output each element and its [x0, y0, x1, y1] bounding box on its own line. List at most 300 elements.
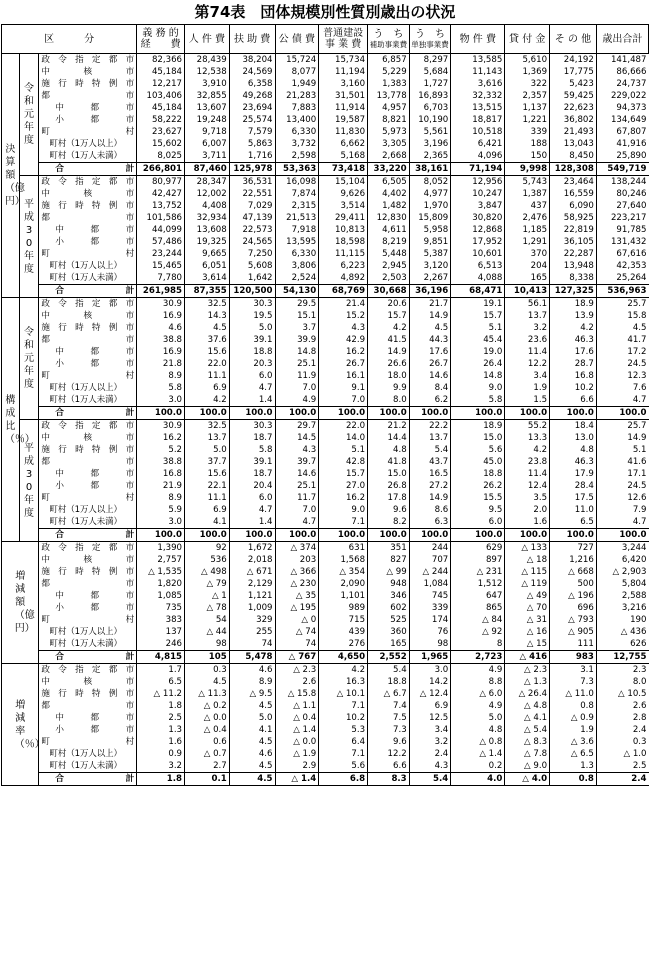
value-cell: 68,471 — [451, 285, 505, 298]
value-cell: △ 133 — [505, 542, 550, 555]
row-label: 中都市 — [39, 468, 137, 480]
value-cell: 54,130 — [275, 285, 319, 298]
table-row — [2, 394, 649, 407]
value-cell: 1,369 — [505, 66, 550, 78]
value-cell: △ 767 — [275, 651, 319, 664]
value-cell: 7.3 — [550, 676, 597, 688]
value-cell: 5,387 — [409, 248, 451, 260]
value-cell: 1,390 — [137, 542, 185, 555]
row-label: 町村（1万人以上） — [39, 382, 137, 394]
value-cell: 6,662 — [319, 138, 368, 150]
value-cell: 948 — [368, 578, 410, 590]
value-cell: △ 8.3 — [505, 736, 550, 748]
value-cell: 6,007 — [185, 138, 230, 150]
value-cell: 41.8 — [368, 456, 410, 468]
value-cell: 1.6 — [505, 516, 550, 529]
value-cell: 11,830 — [319, 126, 368, 138]
year-label: 令和元年度 — [19, 54, 39, 176]
value-cell: 80,977 — [137, 176, 185, 189]
value-cell: 4.3 — [409, 760, 451, 773]
value-cell: 29.7 — [275, 420, 319, 433]
row-label: 町村 — [39, 736, 137, 748]
value-cell: △ 5.4 — [505, 724, 550, 736]
value-cell: 8,219 — [368, 236, 410, 248]
value-cell: 6,090 — [550, 200, 597, 212]
row-label: 町村（1万人以上） — [39, 504, 137, 516]
row-label: 合計 — [39, 285, 137, 298]
value-cell: △ 793 — [550, 614, 597, 626]
value-cell: 22.0 — [185, 358, 230, 370]
value-cell: 100.0 — [137, 529, 185, 542]
value-cell: 7.1 — [319, 516, 368, 529]
value-cell: 865 — [451, 602, 505, 614]
value-cell: 23.8 — [505, 456, 550, 468]
value-cell: △ 354 — [319, 566, 368, 578]
value-cell: 100.0 — [550, 407, 597, 420]
value-cell: 2.4 — [596, 724, 648, 736]
value-cell: 98 — [409, 638, 451, 651]
value-cell: 15,724 — [275, 54, 319, 67]
table-row — [2, 760, 649, 773]
table-row — [2, 614, 649, 626]
value-cell: 0.8 — [550, 700, 597, 712]
value-cell: 2.7 — [185, 760, 230, 773]
value-cell: 2,598 — [275, 150, 319, 163]
value-cell: 13.3 — [505, 432, 550, 444]
row-label: 政令指定都市 — [39, 54, 137, 67]
value-cell: △ 668 — [550, 566, 597, 578]
value-cell: 2.4 — [409, 748, 451, 760]
value-cell: 13,607 — [185, 102, 230, 114]
value-cell: 58,925 — [550, 212, 597, 224]
value-cell: 25,890 — [596, 150, 648, 163]
value-cell: 46.3 — [550, 456, 597, 468]
value-cell: 329 — [229, 614, 275, 626]
value-cell: △ 11.3 — [185, 688, 230, 700]
value-cell: 3,514 — [319, 200, 368, 212]
value-cell: 1.4 — [229, 516, 275, 529]
table-row — [2, 163, 649, 176]
table-row — [2, 432, 649, 444]
value-cell: 12.4 — [505, 480, 550, 492]
row-label: 施行時特例市 — [39, 566, 137, 578]
value-cell: 2.6 — [596, 700, 648, 712]
value-cell: △ 0.9 — [550, 712, 597, 724]
row-label: 小都市 — [39, 114, 137, 126]
value-cell: 13,400 — [275, 114, 319, 126]
value-cell: 87,355 — [185, 285, 230, 298]
table-row — [2, 688, 649, 700]
value-cell: 11.9 — [275, 370, 319, 382]
value-cell: 0.8 — [550, 773, 597, 786]
value-cell: △ 35 — [275, 590, 319, 602]
value-cell: 5,608 — [229, 260, 275, 272]
value-cell: 37.7 — [185, 456, 230, 468]
value-cell: △ 195 — [275, 602, 319, 614]
row-label: 小都市 — [39, 358, 137, 370]
value-cell: 6,330 — [275, 248, 319, 260]
value-cell: △ 0.7 — [185, 748, 230, 760]
value-cell: 41.7 — [596, 334, 648, 346]
value-cell: 12.3 — [596, 370, 648, 382]
value-cell: 32.5 — [185, 420, 230, 433]
value-cell: 8.8 — [451, 676, 505, 688]
value-cell: 12.5 — [409, 712, 451, 724]
value-cell: 3,160 — [319, 78, 368, 90]
value-cell: △ 231 — [451, 566, 505, 578]
value-cell: 38.8 — [137, 456, 185, 468]
value-cell: 439 — [319, 626, 368, 638]
value-cell: 4.9 — [451, 700, 505, 712]
value-cell: △ 1.4 — [275, 773, 319, 786]
value-cell: 6.9 — [409, 700, 451, 712]
value-cell: 1,727 — [409, 78, 451, 90]
value-cell: 11,914 — [319, 102, 368, 114]
value-cell: 3,806 — [275, 260, 319, 272]
section-label: 決算額（億円） — [2, 54, 20, 298]
value-cell: 5,610 — [505, 54, 550, 67]
value-cell: 2,267 — [409, 272, 451, 285]
value-cell: 7,579 — [229, 126, 275, 138]
table-row — [2, 676, 649, 688]
table-row — [2, 480, 649, 492]
value-cell: 9,851 — [409, 236, 451, 248]
value-cell: 24,192 — [550, 54, 597, 67]
value-cell: 5.2 — [137, 444, 185, 456]
value-cell: 14.8 — [451, 370, 505, 382]
year-label: 平成30年度 — [19, 176, 39, 298]
value-cell: 1.8 — [137, 773, 185, 786]
value-cell: 7.4 — [368, 700, 410, 712]
value-cell: 8 — [451, 638, 505, 651]
table-row — [2, 529, 649, 542]
row-label: 中核市 — [39, 676, 137, 688]
value-cell: 500 — [550, 578, 597, 590]
value-cell: 20.3 — [229, 358, 275, 370]
row-label: 中都市 — [39, 590, 137, 602]
value-cell: △ 374 — [275, 542, 319, 555]
value-cell: 42,427 — [137, 188, 185, 200]
table-row — [2, 504, 649, 516]
value-cell: 1.5 — [505, 394, 550, 407]
value-cell: 15.0 — [451, 432, 505, 444]
table-row — [2, 712, 649, 724]
table-row — [2, 212, 649, 224]
value-cell: 7.6 — [596, 382, 648, 394]
value-cell: 91,785 — [596, 224, 648, 236]
value-cell: △ 119 — [505, 578, 550, 590]
value-cell: △ 416 — [505, 651, 550, 664]
value-cell: 28,347 — [185, 176, 230, 189]
value-cell: 18.7 — [229, 468, 275, 480]
value-cell: 4.5 — [229, 700, 275, 712]
value-cell: 10,813 — [319, 224, 368, 236]
table-row — [2, 66, 649, 78]
value-cell: 4,408 — [185, 200, 230, 212]
value-cell: 16.2 — [319, 492, 368, 504]
row-label: 中核市 — [39, 554, 137, 566]
value-cell: 13,608 — [185, 224, 230, 236]
value-cell: 41,916 — [596, 138, 648, 150]
value-cell: 745 — [409, 590, 451, 602]
row-label: 都市 — [39, 334, 137, 346]
value-cell: 21.9 — [137, 480, 185, 492]
table-row — [2, 444, 649, 456]
value-cell: 27.2 — [409, 480, 451, 492]
value-cell: 4.8 — [368, 444, 410, 456]
value-cell: 727 — [550, 542, 597, 555]
value-cell: 45.0 — [451, 456, 505, 468]
value-cell: 1.7 — [137, 664, 185, 677]
value-cell: 5.1 — [596, 444, 648, 456]
value-cell: 12.2 — [505, 358, 550, 370]
value-cell: 346 — [368, 590, 410, 602]
value-cell: 5,743 — [505, 176, 550, 189]
value-cell: 15,602 — [137, 138, 185, 150]
value-cell: 10.2 — [319, 712, 368, 724]
value-cell: 4.5 — [229, 760, 275, 773]
value-cell: 6.0 — [451, 516, 505, 529]
value-cell: △ 9.0 — [505, 760, 550, 773]
value-cell: 100.0 — [319, 407, 368, 420]
value-cell: 9,626 — [319, 188, 368, 200]
value-cell: 1,185 — [505, 224, 550, 236]
value-cell: 3,614 — [185, 272, 230, 285]
value-cell: 6.8 — [319, 773, 368, 786]
value-cell: 4.8 — [451, 724, 505, 736]
value-cell: 13,778 — [368, 90, 410, 102]
value-cell: 3,910 — [185, 78, 230, 90]
value-cell: 23,627 — [137, 126, 185, 138]
value-cell: 174 — [409, 614, 451, 626]
value-cell: 86,666 — [596, 66, 648, 78]
row-label: 施行時特例市 — [39, 200, 137, 212]
value-cell: 8,052 — [409, 176, 451, 189]
value-cell: △ 1,535 — [137, 566, 185, 578]
value-cell: 101,586 — [137, 212, 185, 224]
value-cell: 26.4 — [451, 358, 505, 370]
value-cell: 5.0 — [229, 322, 275, 334]
value-cell: 38,161 — [409, 163, 451, 176]
value-cell: 4.2 — [368, 322, 410, 334]
value-cell: 30,820 — [451, 212, 505, 224]
value-cell: 6,330 — [275, 126, 319, 138]
value-cell: △ 0.8 — [451, 736, 505, 748]
table-row — [2, 420, 649, 433]
value-cell: 49,268 — [229, 90, 275, 102]
value-cell: 23,464 — [550, 176, 597, 189]
value-cell: 4.1 — [229, 724, 275, 736]
value-cell: 18.9 — [550, 298, 597, 311]
value-cell: 45,184 — [137, 102, 185, 114]
value-cell: 9,998 — [505, 163, 550, 176]
value-cell: 11,143 — [451, 66, 505, 78]
table-row — [2, 54, 649, 67]
value-cell: 20.4 — [229, 480, 275, 492]
value-cell: 2,018 — [229, 554, 275, 566]
value-cell: 536,963 — [596, 285, 648, 298]
value-cell: 74 — [275, 638, 319, 651]
value-cell: 125,978 — [229, 163, 275, 176]
value-cell: 5.9 — [137, 504, 185, 516]
value-cell: 351 — [368, 542, 410, 555]
row-label: 小都市 — [39, 602, 137, 614]
value-cell: 24,737 — [596, 78, 648, 90]
value-cell: 15,809 — [409, 212, 451, 224]
value-cell: 41.6 — [596, 456, 648, 468]
value-cell: 13,515 — [451, 102, 505, 114]
value-cell: 5,958 — [409, 224, 451, 236]
row-label: 政令指定都市 — [39, 176, 137, 189]
value-cell: 1.4 — [229, 394, 275, 407]
value-cell: 12,755 — [596, 651, 648, 664]
value-cell: 45,184 — [137, 66, 185, 78]
value-cell: 1,568 — [319, 554, 368, 566]
value-cell: 100.0 — [185, 407, 230, 420]
value-cell: △ 0.0 — [185, 712, 230, 724]
value-cell: 5.3 — [319, 724, 368, 736]
table-row — [2, 578, 649, 590]
value-cell: 21,493 — [550, 126, 597, 138]
value-cell: 15.0 — [368, 468, 410, 480]
value-cell: 3.2 — [137, 760, 185, 773]
value-cell: 32,934 — [185, 212, 230, 224]
value-cell: 4.8 — [550, 444, 597, 456]
value-cell: 3.4 — [409, 724, 451, 736]
row-label: 小都市 — [39, 236, 137, 248]
value-cell: 10,190 — [409, 114, 451, 126]
value-cell: 4.5 — [229, 773, 275, 786]
value-cell: 100.0 — [275, 529, 319, 542]
value-cell: 21.2 — [368, 420, 410, 433]
value-cell: 11.0 — [550, 504, 597, 516]
value-cell: 14.9 — [368, 346, 410, 358]
value-cell: 2,315 — [275, 200, 319, 212]
header-col: 人 件 費 — [185, 25, 230, 54]
value-cell: 15,104 — [319, 176, 368, 189]
value-cell: 17.2 — [596, 346, 648, 358]
value-cell: 17.5 — [550, 492, 597, 504]
value-cell: 127,325 — [550, 285, 597, 298]
value-cell: 6,358 — [229, 78, 275, 90]
table-row — [2, 126, 649, 138]
value-cell: 15.7 — [368, 310, 410, 322]
value-cell: △ 99 — [368, 566, 410, 578]
value-cell: 105 — [185, 651, 230, 664]
value-cell: 19,248 — [185, 114, 230, 126]
table-row — [2, 248, 649, 260]
row-label: 中核市 — [39, 432, 137, 444]
value-cell: 6.2 — [409, 394, 451, 407]
value-cell: 266,801 — [137, 163, 185, 176]
value-cell: △ 44 — [185, 626, 230, 638]
value-cell: 1,291 — [505, 236, 550, 248]
value-cell: 8.9 — [229, 676, 275, 688]
value-cell: 2.3 — [596, 664, 648, 677]
value-cell: 4.2 — [550, 322, 597, 334]
value-cell: 6.5 — [137, 676, 185, 688]
value-cell: 261,985 — [137, 285, 185, 298]
value-cell: 3.0 — [137, 394, 185, 407]
value-cell: 9.6 — [368, 736, 410, 748]
row-label: 町村 — [39, 614, 137, 626]
value-cell: 7.9 — [596, 504, 648, 516]
value-cell: 17.8 — [368, 492, 410, 504]
row-label: 合計 — [39, 529, 137, 542]
value-cell: 5.0 — [185, 444, 230, 456]
value-cell: 9.5 — [451, 504, 505, 516]
value-cell: 80,246 — [596, 188, 648, 200]
value-cell: 25.1 — [275, 480, 319, 492]
value-cell: 383 — [137, 614, 185, 626]
value-cell: 12.6 — [596, 492, 648, 504]
value-cell: 4,892 — [319, 272, 368, 285]
value-cell: 4,650 — [319, 651, 368, 664]
value-cell: 989 — [319, 602, 368, 614]
value-cell: 33,220 — [368, 163, 410, 176]
value-cell: △ 230 — [275, 578, 319, 590]
value-cell: 15.6 — [185, 468, 230, 480]
value-cell: 67,616 — [596, 248, 648, 260]
expenditure-table — [1, 24, 649, 786]
value-cell: 1,970 — [409, 200, 451, 212]
value-cell: △ 1.4 — [451, 748, 505, 760]
header-col: 物 件 費 — [451, 25, 505, 54]
value-cell: 24.5 — [596, 480, 648, 492]
value-cell: 2.9 — [275, 760, 319, 773]
table-row — [2, 138, 649, 150]
value-cell: 56.1 — [505, 298, 550, 311]
value-cell: 223,217 — [596, 212, 648, 224]
value-cell: 255 — [229, 626, 275, 638]
value-cell: 10,518 — [451, 126, 505, 138]
value-cell: 4.7 — [275, 516, 319, 529]
value-cell: 276 — [319, 638, 368, 651]
value-cell: 8,077 — [275, 66, 319, 78]
value-cell: 1,482 — [368, 200, 410, 212]
header-col: 歳出合計 — [596, 25, 648, 54]
value-cell: 54 — [185, 614, 230, 626]
value-cell: 87,460 — [185, 163, 230, 176]
table-row — [2, 358, 649, 370]
value-cell: 22.2 — [409, 420, 451, 433]
value-cell: 4.7 — [229, 504, 275, 516]
value-cell: 5,863 — [229, 138, 275, 150]
value-cell: 2,588 — [596, 590, 648, 602]
value-cell: 9,665 — [185, 248, 230, 260]
value-cell: △ 9.5 — [229, 688, 275, 700]
value-cell: 339 — [409, 602, 451, 614]
header-col: う ち 補助事業費 — [368, 25, 410, 54]
value-cell: △ 905 — [550, 626, 597, 638]
value-cell: 128,308 — [550, 163, 597, 176]
value-cell: 19,325 — [185, 236, 230, 248]
value-cell: 12,830 — [368, 212, 410, 224]
value-cell: 1,642 — [229, 272, 275, 285]
value-cell: △ 498 — [185, 566, 230, 578]
value-cell: 1,716 — [229, 150, 275, 163]
table-row — [2, 150, 649, 163]
value-cell: 7,918 — [275, 224, 319, 236]
value-cell: △ 84 — [451, 614, 505, 626]
value-cell: 9.0 — [451, 382, 505, 394]
value-cell: 11.1 — [185, 492, 230, 504]
row-label: 中核市 — [39, 188, 137, 200]
table-row — [2, 773, 649, 786]
table-row — [2, 748, 649, 760]
value-cell: 370 — [505, 248, 550, 260]
value-cell: 5.6 — [319, 760, 368, 773]
